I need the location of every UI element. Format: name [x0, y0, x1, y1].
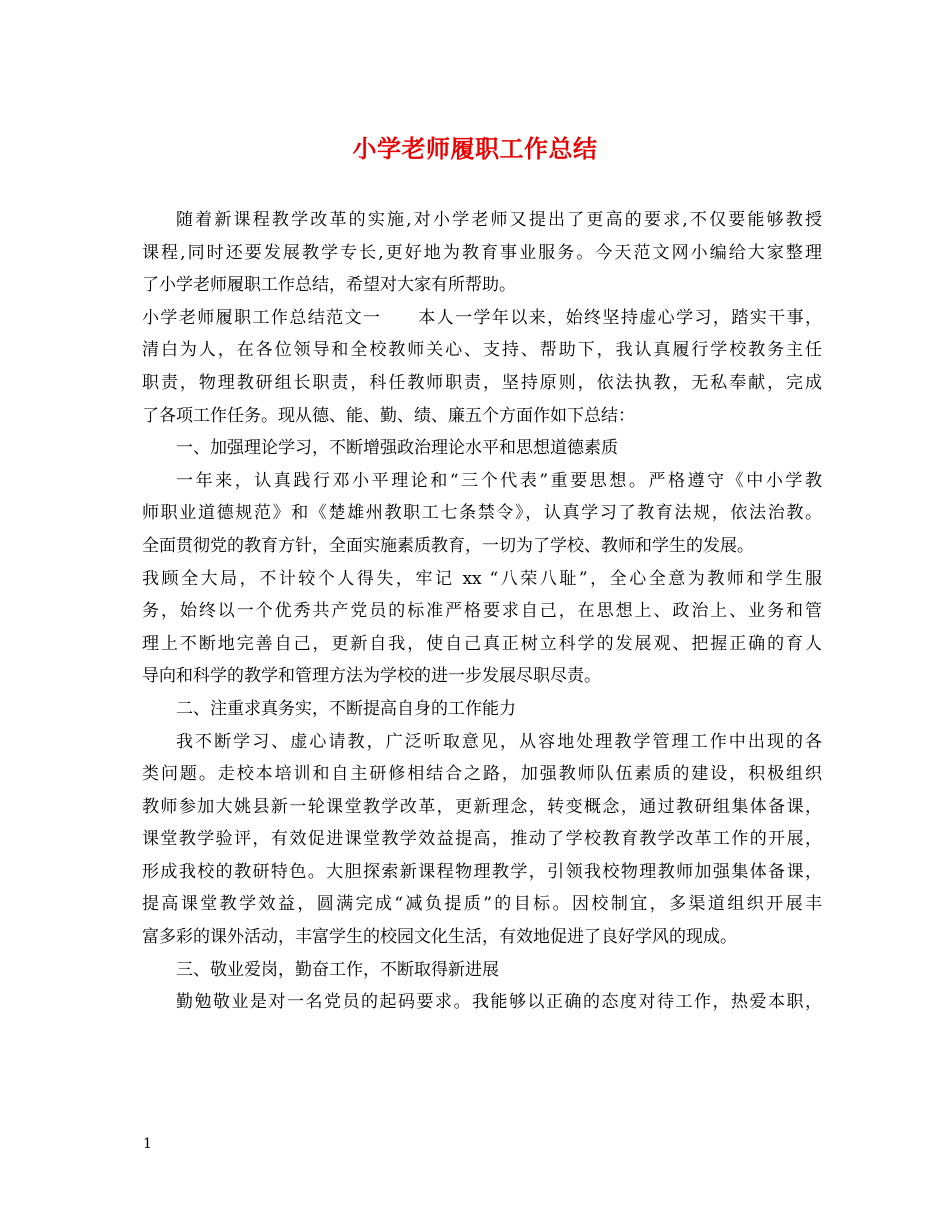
body-line: 类问题。走校本培训和自主研修相结合之路，加强教师队伍素质的建设，积极组织	[142, 764, 822, 785]
body-line: 课程,同时还要发展教学专长,更好地为教育事业服务。今天范文网小编给大家整理	[142, 242, 822, 263]
body-line: 课堂教学验评，有效促进课堂教学效益提高，推动了学校教育教学改革工作的开展，	[142, 829, 822, 850]
body-line: 了各项工作任务。现从德、能、勤、绩、廉五个方面作如下总结：	[142, 405, 635, 426]
body-line: 一年来，认真践行邓小平理论和“三个代表”重要思想。严格遵守《中小学教	[176, 470, 822, 491]
body-line: 形成我校的教研特色。大胆探索新课程物理教学，引领我校物理教师加强集体备课，	[142, 861, 822, 882]
body-line: 三、敬业爱岗，勤奋工作，不断取得新进展	[176, 959, 499, 980]
document-title: 小学老师履职工作总结	[352, 134, 598, 163]
body-line: 师职业道德规范》和《楚雄州教职工七条禁令》，认真学习了教育法规，依法治教。	[142, 503, 822, 524]
body-line: 二、注重求真务实，不断提高自身的工作能力	[176, 698, 516, 719]
body-line: 教师参加大姚县新一轮课堂教学改革，更新理念，转变概念，通过教研组集体备课，	[142, 796, 822, 817]
body-line: 我顾全大局，不计较个人得失，牢记 xx “八荣八耻”，全心全意为教师和学生服	[142, 568, 822, 589]
body-line: 随着新课程教学改革的实施,对小学老师又提出了更高的要求,不仅要能够教授	[176, 210, 822, 230]
body-line: 导向和科学的教学和管理方法为学校的进一步发展尽职尽责。	[142, 666, 601, 687]
body-line: 清白为人，在各位领导和全校教师关心、支持、帮助下，我认真履行学校教务主任	[142, 340, 822, 361]
document-body	[142, 204, 822, 1019]
body-line: 小学老师履职工作总结范文一 本人一学年以来，始终坚持虚心学习，踏实干事，	[142, 307, 822, 328]
body-line: 提高课堂教学效益，圆满完成“减负提质”的目标。因校制宜，多渠道组织开展丰	[142, 894, 822, 915]
body-line: 我不断学习、虚心请教，广泛听取意见，从容地处理教学管理工作中出现的各	[176, 731, 822, 752]
body-line: 勤勉敬业是对一名党员的起码要求。我能够以正确的态度对待工作，热爱本职，	[176, 992, 822, 1013]
body-line: 全面贯彻党的教育方针，全面实施素质教育，一切为了学校、教师和学生的发展。	[142, 535, 754, 556]
body-line: 职责，物理教研组长职责，科任教师职责，坚持原则，依法执教，无私奉献，完成	[142, 372, 822, 393]
body-line: 了小学老师履职工作总结，希望对大家有所帮助。	[142, 275, 516, 296]
body-line: 富多彩的课外活动，丰富学生的校园文化生活，有效地促进了良好学风的现成。	[142, 927, 737, 948]
body-line: 一、加强理论学习，不断增强政治理论水平和思想道德素质	[176, 438, 618, 459]
body-line: 理上不断地完善自己，更新自我，使自己真正树立科学的发展观、把握正确的育人	[142, 633, 822, 654]
body-line: 务，始终以一个优秀共产党员的标准严格要求自己，在思想上、政治上、业务和管	[142, 601, 822, 622]
page-number: 1	[143, 1136, 152, 1152]
